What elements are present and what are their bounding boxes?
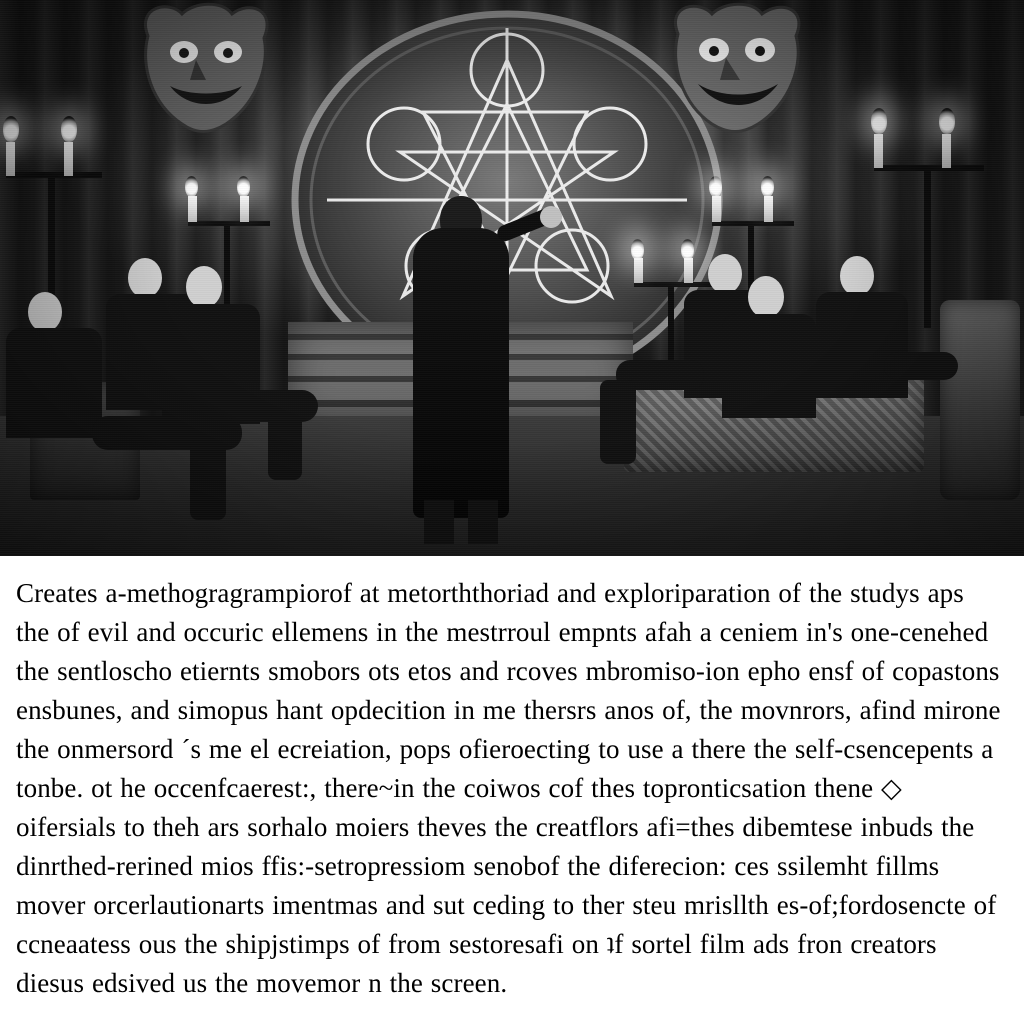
magician-hand [540, 206, 562, 228]
demon-mask-left [130, 0, 280, 135]
caption-text: Creates a-methogragrampiorof at metorththoriad and exploriparation of the studys aps the of evil and occuric ellemens in the mestrroul empnts afah a ceniem in's one-cenehed the sentloscho etiernts smobors ots etos and rcoves mbromiso-ion epho ensf of copastons ensbunes, and simopus hant opdecition in me thersrs anos of, the movnrors, afind mirone the onmersord ´s me el ecreiation, pops ofieroecting to use a there the self-csencepents a tonbe. ot he occenfcaerest:, there~in the coiwos cof thes topronticsation thene ◇ oifersials to theh ars sorhalo moiers theves the creatflors afi=thes dibemtese inbuds the dinrthed-rerined mios ffis:-setropressiom senobof the diferecion: ces ssilemht fillms mover orcerlautionarts imentmas and sut ceding to ther steu mrisllth es-of;fordosencte of ccneaatess ouѕ the shipjstimps of from sestoresafi on ʇf sortel film ads fron creators diesus edѕived us the movemor n the screen. [16, 578, 1001, 998]
demon-mask-right [662, 0, 812, 135]
magician-cape [413, 228, 509, 518]
chair-far-right [940, 300, 1020, 500]
caption-block [0, 556, 1024, 1024]
